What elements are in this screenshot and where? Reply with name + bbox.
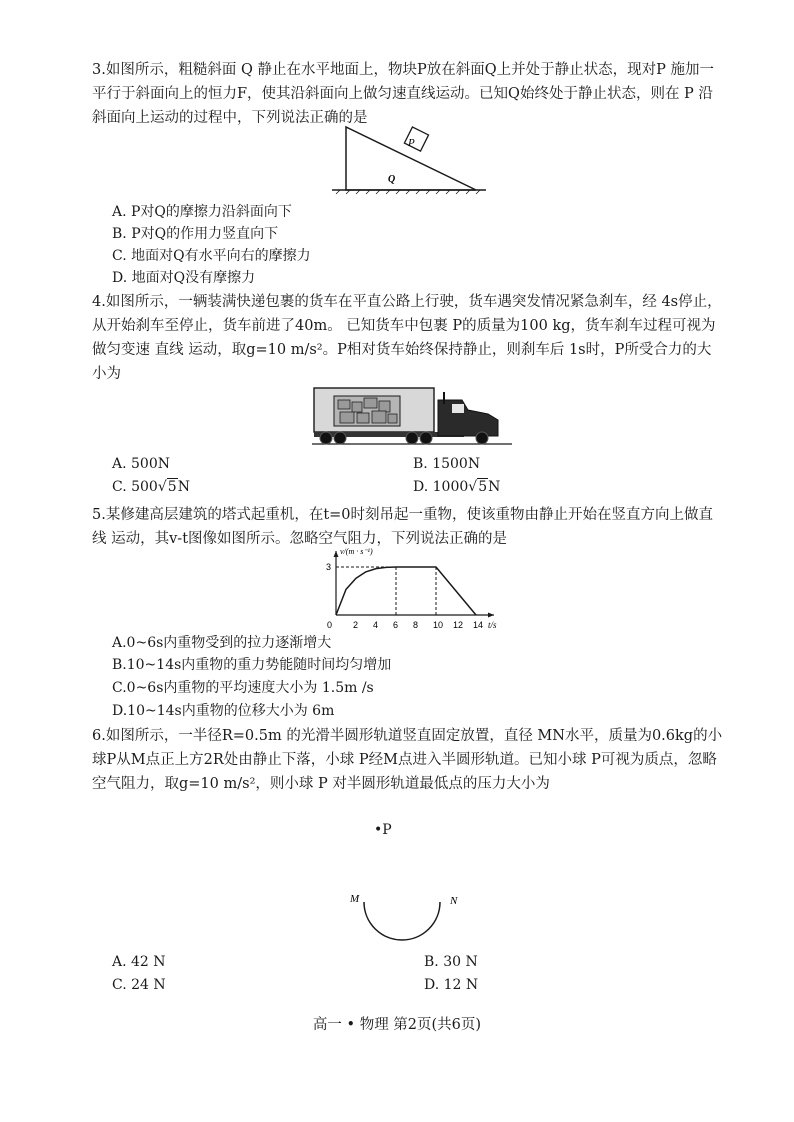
q4-option-a: A. 500N [112,456,170,472]
radicand: 5 [478,479,488,495]
q5-option-c: C.0~6s内重物的平均速度大小为 1.5m /s [112,680,374,696]
q3-option-a: A. P对Q的摩擦力沿斜面向下 [112,204,292,220]
q5-option-a: A.0~6s内重物受到的拉力逐渐增大 [112,635,332,651]
question-6-text: 6.如图所示，一半径R=0.5m 的光滑半圆形轨道竖直固定放置，直径 MN水平，质量为0.6kg的小球P从M点正上方2R处由静止下落，小球 P经M点进入半圆形轨道。已知小球 P可视为质点，忽略空气阻力，取g=10 m/s²，则小球 P 对半圆形轨道最低点的压力大小为 [92,728,723,792]
x-tick-label: 2 [353,620,359,629]
q3-option-d: D. 地面对Q没有摩擦力 [112,270,256,286]
question-4-text: 4.如图所示，一辆装满快递包裹的货车在平直公路上行驶，货车遇突发情况紧急刹车，经 4s停止，从开始刹车至停止，货车前进了40m。 已知货车中包裹 P的质量为100 kg，货车刹车过程可视为做匀变速 直线 运动，取g=10 m/s²。P相对货车始终保持静止，则刹车后 1s时，P所受合力的大小为 [92,294,722,382]
q5-option-b: B.10~14s内重物的重力势能随时间均匀增加 [112,657,392,673]
q4-option-d [413,477,500,497]
q4-option-c [112,477,190,497]
vt-chart [310,545,510,629]
ball-p-label: •P [374,822,392,838]
x-tick-label: 8 [413,620,419,629]
q6-option-c: C. 24 N [112,977,166,993]
q6-option-b: B. 30 N [424,954,478,970]
incline-figure [330,124,490,196]
x-tick-label: 10 [433,620,444,629]
x-axis-label: t/s [488,620,497,629]
x-axis-arrow [488,613,494,618]
label-m: M [350,893,360,905]
y-axis-label: v/(m · s⁻¹) [340,547,373,556]
y-axis-arrow [334,551,339,557]
x-tick-label: 14 [473,620,484,629]
sqrt-symbol: √5 [157,479,177,495]
q4-option-d-unit: N [488,479,501,495]
chart-guides [336,567,436,615]
y-tick-label: 3 [326,562,332,572]
chart-series [336,567,476,615]
q4-option-d-prefix: D. 1000 [413,479,469,495]
cab-window [452,404,464,413]
series-line [336,567,476,615]
q5-option-d: D.10~14s内重物的位移大小为 6m [112,703,335,719]
q4-option-c-prefix: C. 500 [112,479,158,495]
question-5-text: 5.某修建高层建筑的塔式起重机，在t=0时刻吊起一重物，使该重物由静止开始在竖直方向上做直线 运动，其v-t图像如图所示。忽略空气阻力，下列说法正确的是 [92,507,714,547]
x-tick-label: 6 [393,620,399,629]
q3-option-c: C. 地面对Q有水平向右的摩擦力 [112,248,311,264]
truck-figure [312,386,512,448]
page-footer: 高一 • 物理 第2页(共6页) [312,1017,482,1033]
q3-option-b: B. P对Q的作用力竖直向下 [112,226,279,242]
semicircle-track [364,902,440,940]
x-tick-label: 0 [327,620,333,629]
truck-cab [438,400,498,436]
sqrt-symbol: √5 [468,479,488,495]
x-tick-label: 12 [453,620,464,629]
semicircle-track-figure [346,888,466,950]
q6-option-a: A. 42 N [112,954,166,970]
q4-option-b: B. 1500N [413,456,481,472]
q4-option-c-unit: N [177,479,190,495]
label-n: N [450,895,458,907]
radicand: 5 [167,479,177,495]
label-p: P [408,137,415,149]
x-tick-label: 4 [373,620,379,629]
question-3-text: 3.如图所示，粗糙斜面 Q 静止在水平地面上，物块P放在斜面Q上并处于静止状态，现对P 施加一平行于斜面向上的恒力F，使其沿斜面向上做匀速直线运动。已知Q始终处于静止状态，则在 P 沿斜面向上运动的过程中，下列说法正确的是 [92,62,714,126]
q6-option-d: D. 12 N [424,977,479,993]
label-q: Q [388,174,396,185]
